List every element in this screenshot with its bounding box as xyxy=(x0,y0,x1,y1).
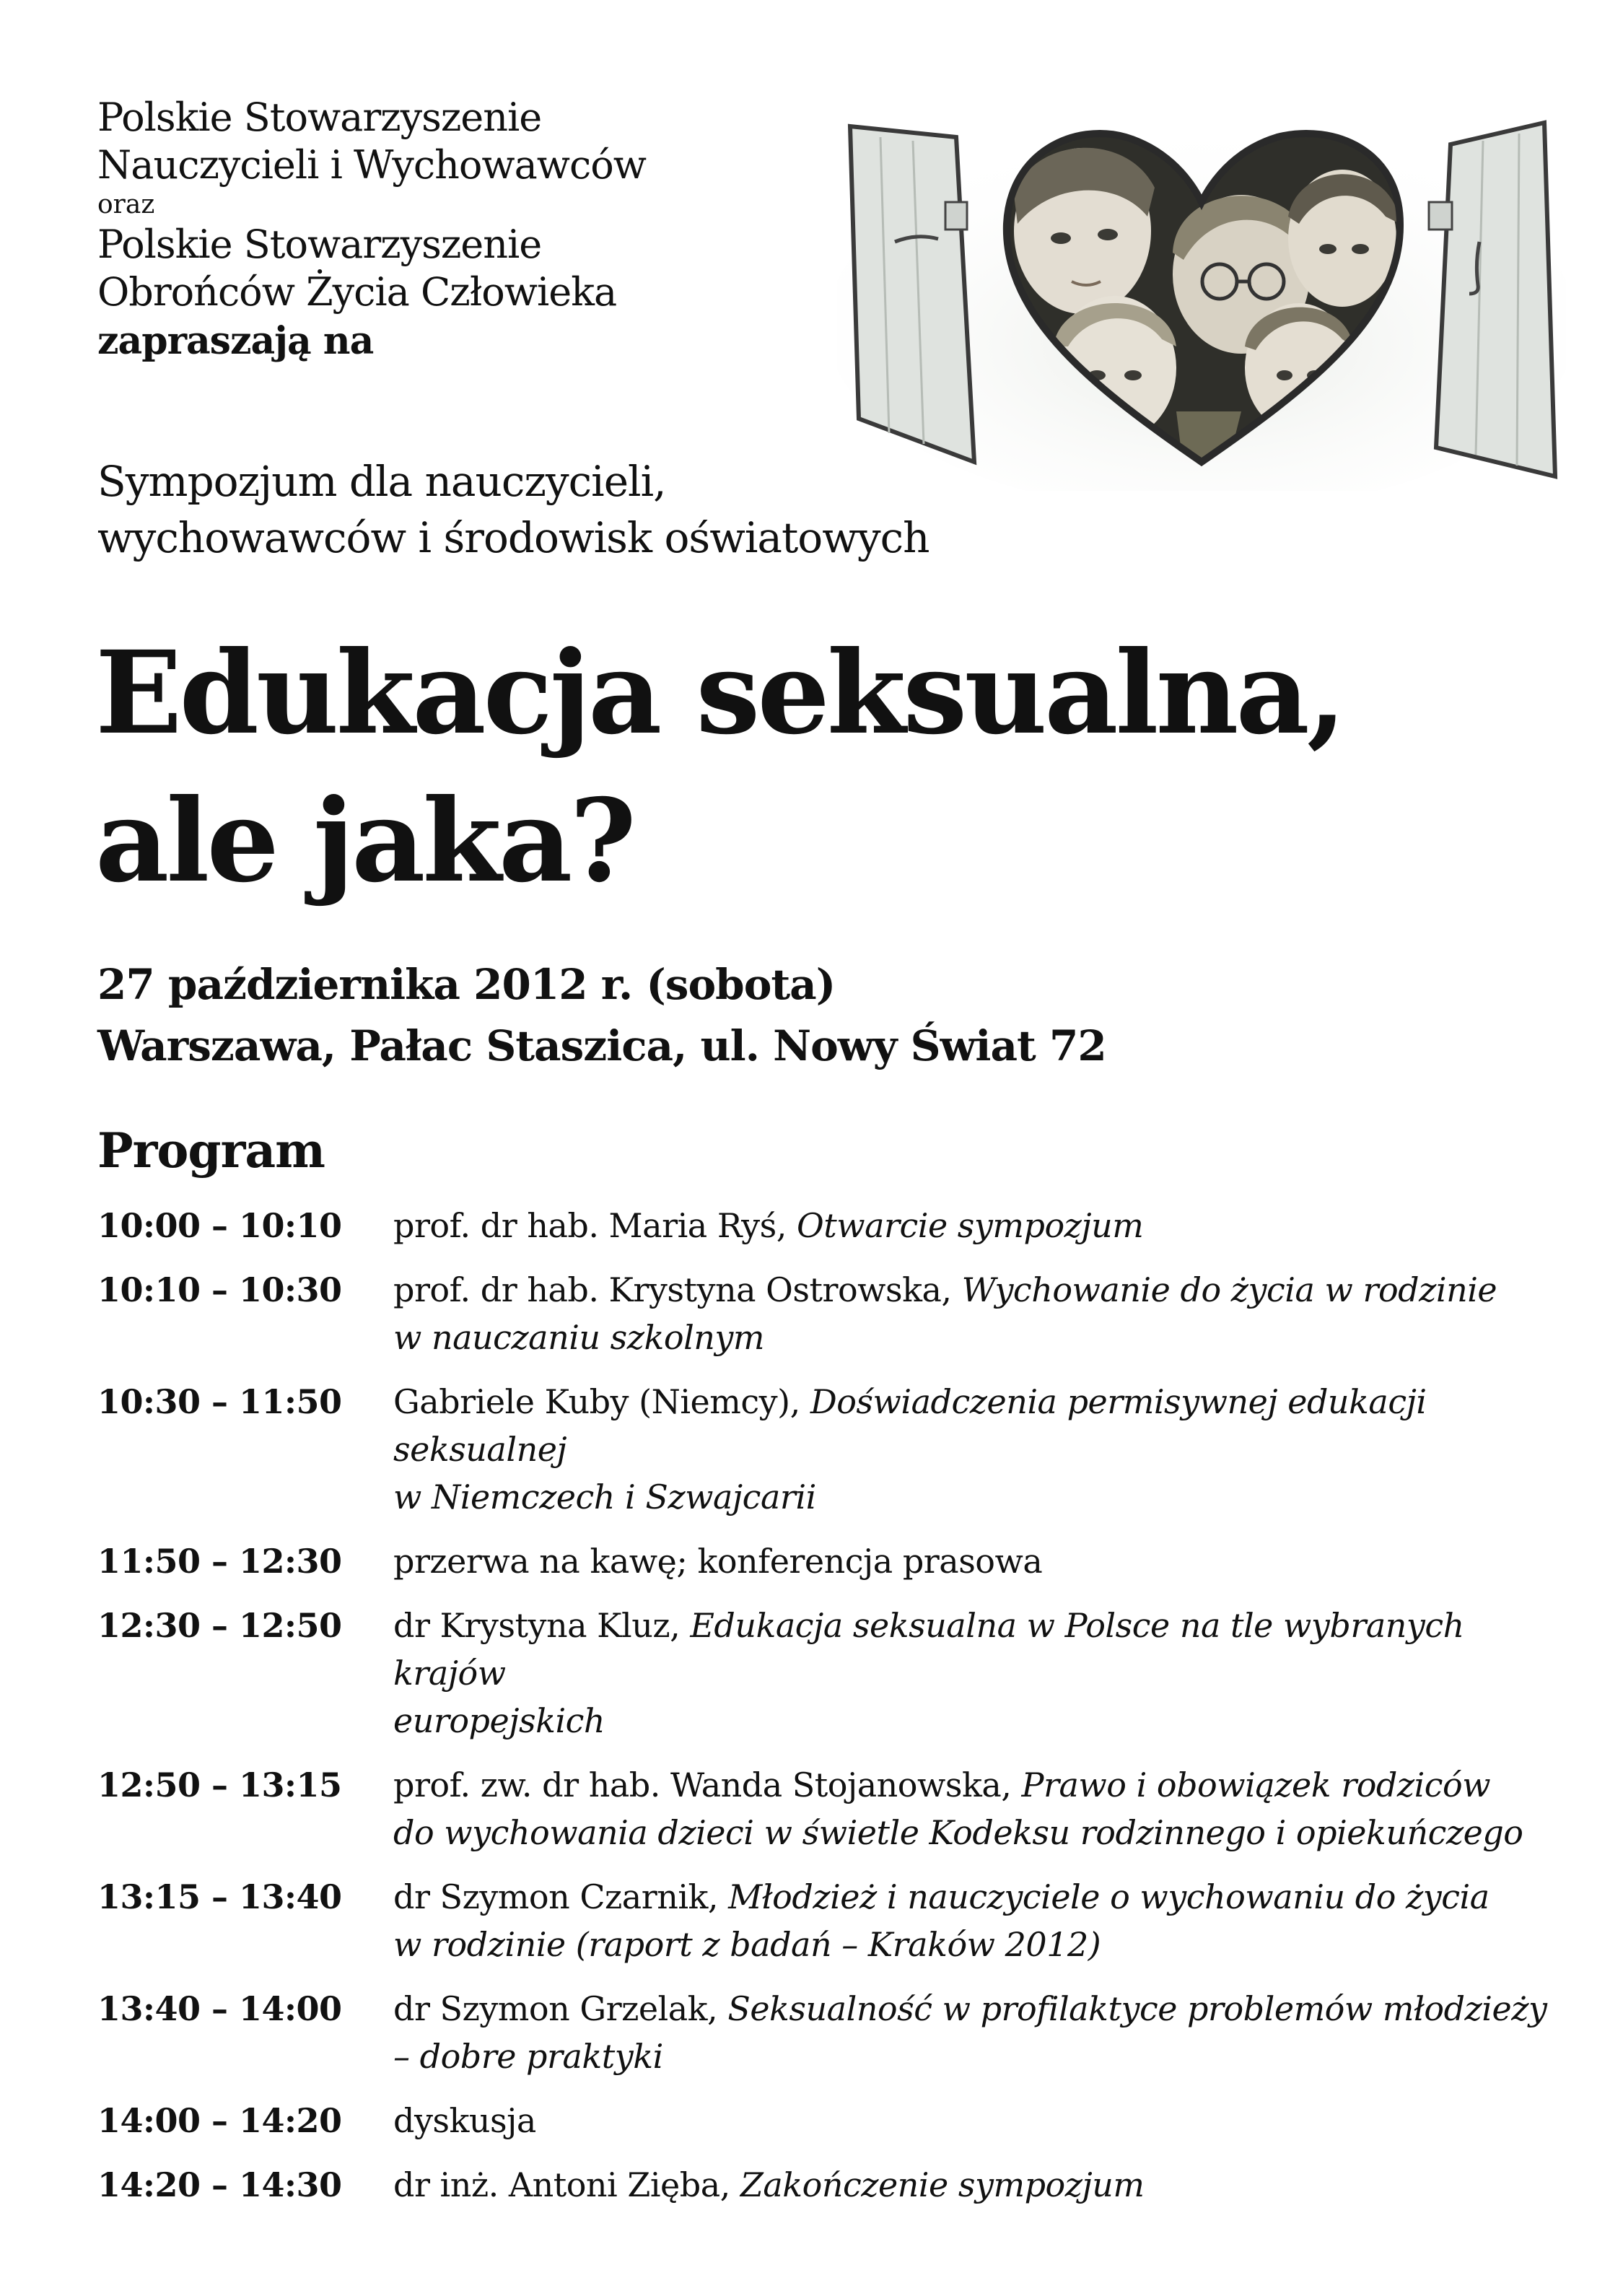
program-topic-continued: do wychowania dzieci w świetle Kodeksu rodzinnego i opiekuńczego xyxy=(393,1813,1523,1852)
program-topic: Prawo i obowiązek rodziców xyxy=(1021,1765,1491,1804)
program-item xyxy=(97,1985,1577,2080)
program-description xyxy=(393,1873,1577,1968)
program-description xyxy=(393,1985,1577,2080)
program-time: 10:00 – 10:10 xyxy=(97,1206,342,1245)
program-item xyxy=(97,1602,1577,1745)
title-line-1: Edukacja seksualna, xyxy=(95,627,1344,760)
program-time: 14:00 – 14:20 xyxy=(97,2101,342,2140)
program-item xyxy=(97,2097,1577,2144)
program-time: 12:50 – 13:15 xyxy=(97,1765,342,1804)
program-description xyxy=(393,1378,1577,1521)
program-speaker: prof. dr hab. Krystyna Ostrowska, xyxy=(393,1270,952,1309)
program-description xyxy=(393,1602,1577,1745)
symposium-line-1: Sympozjum dla nauczycieli, xyxy=(97,457,666,506)
program-time: 10:10 – 10:30 xyxy=(97,1270,342,1309)
program-topic: Seksualność w profilaktyce problemów młodzieży xyxy=(727,1989,1547,2028)
program-item xyxy=(97,2161,1577,2209)
organizers-conjunction: oraz xyxy=(97,190,155,219)
program-speaker: dyskusja xyxy=(393,2101,536,2140)
program-time: 13:15 – 13:40 xyxy=(97,1877,342,1916)
invite-text: zapraszają na xyxy=(97,319,374,363)
symposium-subtitle xyxy=(97,453,1108,566)
program-description xyxy=(393,1761,1577,1856)
program-time: 10:30 – 11:50 xyxy=(97,1382,342,1421)
main-title xyxy=(95,619,1539,915)
program-list xyxy=(97,1202,1577,2225)
program-item xyxy=(97,1873,1577,1968)
program-topic: Młodzież i nauczyciele o wychowaniu do życia xyxy=(728,1877,1489,1916)
program-heading: Program xyxy=(97,1122,325,1179)
symposium-line-2: wychowawców i środowisk oświatowych xyxy=(97,513,929,562)
program-item xyxy=(97,1537,1577,1585)
organizers-block xyxy=(97,94,819,367)
program-item xyxy=(97,1761,1577,1856)
program-topic-continued: w rodzinie (raport z badań – Kraków 2012) xyxy=(393,1925,1101,1964)
program-topic: Doświadczenia permisywnej edukacji seksualnej xyxy=(393,1382,1427,1469)
program-speaker: dr inż. Antoni Zięba, xyxy=(393,2165,730,2204)
heart-window-illustration xyxy=(837,108,1566,491)
program-speaker: dr Krystyna Kluz, xyxy=(393,1606,681,1645)
organizer-1-line-1: Polskie Stowarzyszenie xyxy=(97,95,542,140)
program-speaker: prof. dr hab. Maria Ryś, xyxy=(393,1206,787,1245)
program-topic-continued: w Niemczech i Szwajcarii xyxy=(393,1477,816,1516)
program-time: 13:40 – 14:00 xyxy=(97,1989,342,2028)
program-topic-continued: w nauczaniu szkolnym xyxy=(393,1318,765,1357)
program-time: 11:50 – 12:30 xyxy=(97,1542,342,1581)
program-description xyxy=(393,2097,1577,2144)
title-line-2: ale jaka? xyxy=(95,774,634,908)
program-item xyxy=(97,1378,1577,1521)
organizer-2-line-2: Obrońców Życia Człowieka xyxy=(97,269,617,315)
program-description xyxy=(393,2161,1577,2209)
program-time: 14:20 – 14:30 xyxy=(97,2165,342,2204)
program-time: 12:30 – 12:50 xyxy=(97,1606,342,1645)
program-description xyxy=(393,1202,1577,1249)
program-topic: Zakończenie sympozjum xyxy=(740,2165,1145,2204)
program-speaker: Gabriele Kuby (Niemcy), xyxy=(393,1382,800,1421)
event-place: Warszawa, Pałac Staszica, ul. Nowy Świat 72 xyxy=(97,1021,1106,1070)
program-speaker: dr Szymon Grzelak, xyxy=(393,1989,718,2028)
heart-window-children-icon xyxy=(837,108,1566,491)
program-description xyxy=(393,1266,1577,1361)
program-description xyxy=(393,1537,1577,1585)
program-speaker: przerwa na kawę; konferencja prasowa xyxy=(393,1542,1043,1581)
program-topic: Wychowanie do życia w rodzinie xyxy=(961,1270,1497,1309)
program-item xyxy=(97,1266,1577,1361)
program-topic-continued: europejskich xyxy=(393,1701,605,1740)
program-item xyxy=(97,1202,1577,1249)
program-speaker: prof. zw. dr hab. Wanda Stojanowska, xyxy=(393,1765,1012,1804)
program-topic: Otwarcie sympozjum xyxy=(797,1206,1144,1245)
event-date: 27 października 2012 r. (sobota) xyxy=(97,960,836,1009)
program-topic: Edukacja seksualna w Polsce na tle wybranych krajów xyxy=(393,1606,1464,1693)
program-topic-continued: – dobre praktyki xyxy=(393,2037,663,2076)
program-speaker: dr Szymon Czarnik, xyxy=(393,1877,719,1916)
organizer-2-line-1: Polskie Stowarzyszenie xyxy=(97,222,542,267)
event-details xyxy=(97,954,1396,1077)
organizer-1-line-2: Nauczycieli i Wychowawców xyxy=(97,142,647,188)
